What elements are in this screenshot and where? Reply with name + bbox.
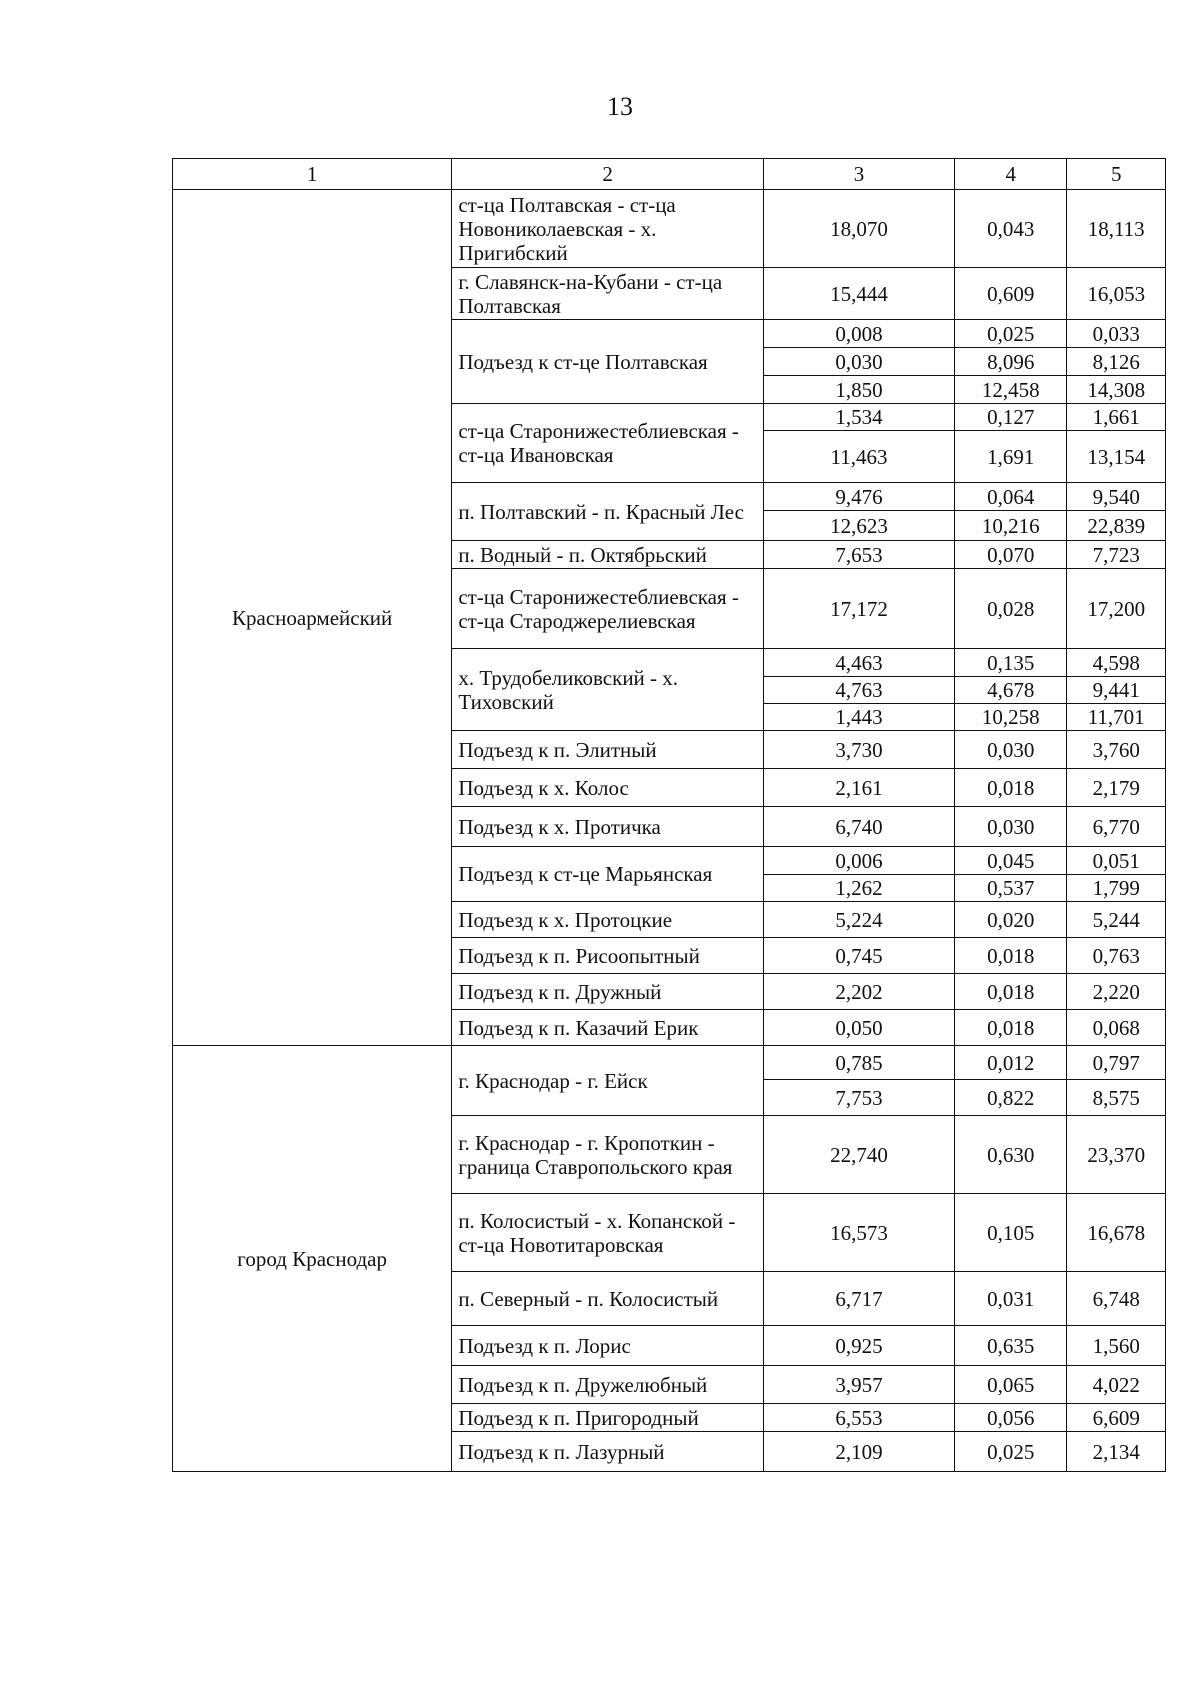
value-cell-3: 12,623 — [764, 511, 955, 541]
header-col-2: 2 — [452, 159, 764, 190]
value-cell-3: 2,161 — [764, 769, 955, 807]
header-row — [173, 159, 1166, 190]
value-cell-5: 9,540 — [1067, 483, 1166, 511]
road-table-body — [173, 159, 1166, 1472]
table-row — [173, 190, 1166, 268]
value-cell-3: 7,653 — [764, 541, 955, 569]
value-cell-3: 3,957 — [764, 1366, 955, 1404]
value-cell-5: 1,799 — [1067, 875, 1166, 902]
value-cell-5: 17,200 — [1067, 569, 1166, 649]
value-cell-5: 0,068 — [1067, 1010, 1166, 1046]
table-row — [173, 1046, 1166, 1080]
value-cell-4: 0,031 — [955, 1272, 1067, 1326]
road-name: Подъезд к ст-це Марьянская — [452, 847, 764, 902]
value-cell-4: 0,822 — [955, 1080, 1067, 1116]
value-cell-3: 9,476 — [764, 483, 955, 511]
road-name: Подъезд к п. Элитный — [452, 731, 764, 769]
value-cell-5: 6,609 — [1067, 1404, 1166, 1432]
value-cell-5: 4,022 — [1067, 1366, 1166, 1404]
road-name: п. Водный - п. Октябрьский — [452, 541, 764, 569]
road-name: Подъезд к п. Казачий Ерик — [452, 1010, 764, 1046]
value-cell-3: 4,763 — [764, 677, 955, 704]
value-cell-4: 0,065 — [955, 1366, 1067, 1404]
value-cell-5: 4,598 — [1067, 649, 1166, 677]
value-cell-3: 2,202 — [764, 974, 955, 1010]
value-cell-5: 7,723 — [1067, 541, 1166, 569]
road-name: Подъезд к п. Лорис — [452, 1326, 764, 1366]
road-name: Подъезд к ст-це Полтавская — [452, 320, 764, 404]
value-cell-5: 0,033 — [1067, 320, 1166, 348]
value-cell-5: 2,134 — [1067, 1432, 1166, 1472]
value-cell-4: 0,025 — [955, 1432, 1067, 1472]
value-cell-3: 1,443 — [764, 704, 955, 731]
value-cell-5: 16,678 — [1067, 1194, 1166, 1272]
value-cell-4: 0,630 — [955, 1116, 1067, 1194]
value-cell-3: 18,070 — [764, 190, 955, 268]
road-name: г. Краснодар - г. Ейск — [452, 1046, 764, 1116]
value-cell-3: 15,444 — [764, 268, 955, 320]
value-cell-3: 16,573 — [764, 1194, 955, 1272]
value-cell-3: 6,740 — [764, 807, 955, 847]
value-cell-4: 12,458 — [955, 376, 1067, 404]
value-cell-4: 0,028 — [955, 569, 1067, 649]
value-cell-4: 10,216 — [955, 511, 1067, 541]
value-cell-4: 0,018 — [955, 938, 1067, 974]
value-cell-3: 1,534 — [764, 404, 955, 431]
road-name: п. Северный - п. Колосистый — [452, 1272, 764, 1326]
road-name: г. Краснодар - г. Кропоткин - граница Ставропольского края — [452, 1116, 764, 1194]
value-cell-5: 18,113 — [1067, 190, 1166, 268]
value-cell-4: 0,135 — [955, 649, 1067, 677]
value-cell-5: 16,053 — [1067, 268, 1166, 320]
road-name: ст-ца Полтавская - ст-ца Новониколаевская - х. Пригибский — [452, 190, 764, 268]
value-cell-5: 5,244 — [1067, 902, 1166, 938]
road-name: п. Колосистый - х. Копанской - ст-ца Новотитаровская — [452, 1194, 764, 1272]
value-cell-4: 0,018 — [955, 769, 1067, 807]
value-cell-4: 0,018 — [955, 974, 1067, 1010]
value-cell-3: 1,850 — [764, 376, 955, 404]
value-cell-3: 4,463 — [764, 649, 955, 677]
value-cell-3: 22,740 — [764, 1116, 955, 1194]
road-name: Подъезд к х. Протоцкие — [452, 902, 764, 938]
road-name: ст-ца Старонижестеблиевская - ст-ца Ивановская — [452, 404, 764, 483]
value-cell-4: 0,020 — [955, 902, 1067, 938]
road-name: п. Полтавский - п. Красный Лес — [452, 483, 764, 541]
value-cell-5: 14,308 — [1067, 376, 1166, 404]
value-cell-4: 0,635 — [955, 1326, 1067, 1366]
value-cell-5: 0,797 — [1067, 1046, 1166, 1080]
value-cell-4: 0,609 — [955, 268, 1067, 320]
value-cell-3: 0,785 — [764, 1046, 955, 1080]
value-cell-3: 5,224 — [764, 902, 955, 938]
value-cell-5: 2,179 — [1067, 769, 1166, 807]
road-name: Подъезд к п. Рисоопытный — [452, 938, 764, 974]
district-name: Красноармейский — [173, 190, 452, 1046]
district-name: город Краснодар — [173, 1046, 452, 1472]
value-cell-5: 23,370 — [1067, 1116, 1166, 1194]
header-col-5: 5 — [1067, 159, 1166, 190]
value-cell-4: 0,030 — [955, 731, 1067, 769]
value-cell-5: 6,770 — [1067, 807, 1166, 847]
value-cell-5: 0,051 — [1067, 847, 1166, 875]
header-col-1: 1 — [173, 159, 452, 190]
road-name: ст-ца Старонижестеблиевская - ст-ца Староджерелиевская — [452, 569, 764, 649]
header-col-3: 3 — [764, 159, 955, 190]
road-table — [172, 158, 1166, 1472]
value-cell-4: 10,258 — [955, 704, 1067, 731]
value-cell-3: 0,745 — [764, 938, 955, 974]
value-cell-5: 13,154 — [1067, 431, 1166, 483]
value-cell-3: 0,008 — [764, 320, 955, 348]
value-cell-4: 0,045 — [955, 847, 1067, 875]
value-cell-4: 0,537 — [955, 875, 1067, 902]
value-cell-5: 9,441 — [1067, 677, 1166, 704]
value-cell-5: 6,748 — [1067, 1272, 1166, 1326]
value-cell-5: 3,760 — [1067, 731, 1166, 769]
value-cell-3: 1,262 — [764, 875, 955, 902]
value-cell-3: 0,030 — [764, 348, 955, 376]
value-cell-3: 7,753 — [764, 1080, 955, 1116]
value-cell-4: 8,096 — [955, 348, 1067, 376]
value-cell-5: 22,839 — [1067, 511, 1166, 541]
value-cell-5: 1,560 — [1067, 1326, 1166, 1366]
value-cell-4: 0,056 — [955, 1404, 1067, 1432]
value-cell-4: 0,030 — [955, 807, 1067, 847]
value-cell-3: 11,463 — [764, 431, 955, 483]
value-cell-3: 6,553 — [764, 1404, 955, 1432]
value-cell-5: 0,763 — [1067, 938, 1166, 974]
value-cell-3: 3,730 — [764, 731, 955, 769]
road-name: Подъезд к х. Протичка — [452, 807, 764, 847]
road-name: х. Трудобеликовский - х. Тиховский — [452, 649, 764, 731]
value-cell-4: 0,012 — [955, 1046, 1067, 1080]
value-cell-4: 0,025 — [955, 320, 1067, 348]
value-cell-5: 11,701 — [1067, 704, 1166, 731]
page-number: 13 — [607, 92, 633, 121]
road-name: Подъезд к п. Дружелюбный — [452, 1366, 764, 1404]
road-name: г. Славянск-на-Кубани - ст-ца Полтавская — [452, 268, 764, 320]
value-cell-4: 4,678 — [955, 677, 1067, 704]
header-col-4: 4 — [955, 159, 1067, 190]
value-cell-4: 0,070 — [955, 541, 1067, 569]
value-cell-5: 2,220 — [1067, 974, 1166, 1010]
value-cell-4: 1,691 — [955, 431, 1067, 483]
value-cell-5: 1,661 — [1067, 404, 1166, 431]
value-cell-5: 8,575 — [1067, 1080, 1166, 1116]
value-cell-4: 0,018 — [955, 1010, 1067, 1046]
value-cell-3: 0,050 — [764, 1010, 955, 1046]
value-cell-3: 2,109 — [764, 1432, 955, 1472]
value-cell-3: 6,717 — [764, 1272, 955, 1326]
value-cell-4: 0,105 — [955, 1194, 1067, 1272]
value-cell-4: 0,127 — [955, 404, 1067, 431]
value-cell-3: 0,925 — [764, 1326, 955, 1366]
value-cell-4: 0,064 — [955, 483, 1067, 511]
value-cell-3: 0,006 — [764, 847, 955, 875]
road-name: Подъезд к п. Дружный — [452, 974, 764, 1010]
value-cell-4: 0,043 — [955, 190, 1067, 268]
value-cell-5: 8,126 — [1067, 348, 1166, 376]
road-name: Подъезд к х. Колос — [452, 769, 764, 807]
road-name: Подъезд к п. Пригородный — [452, 1404, 764, 1432]
road-name: Подъезд к п. Лазурный — [452, 1432, 764, 1472]
value-cell-3: 17,172 — [764, 569, 955, 649]
